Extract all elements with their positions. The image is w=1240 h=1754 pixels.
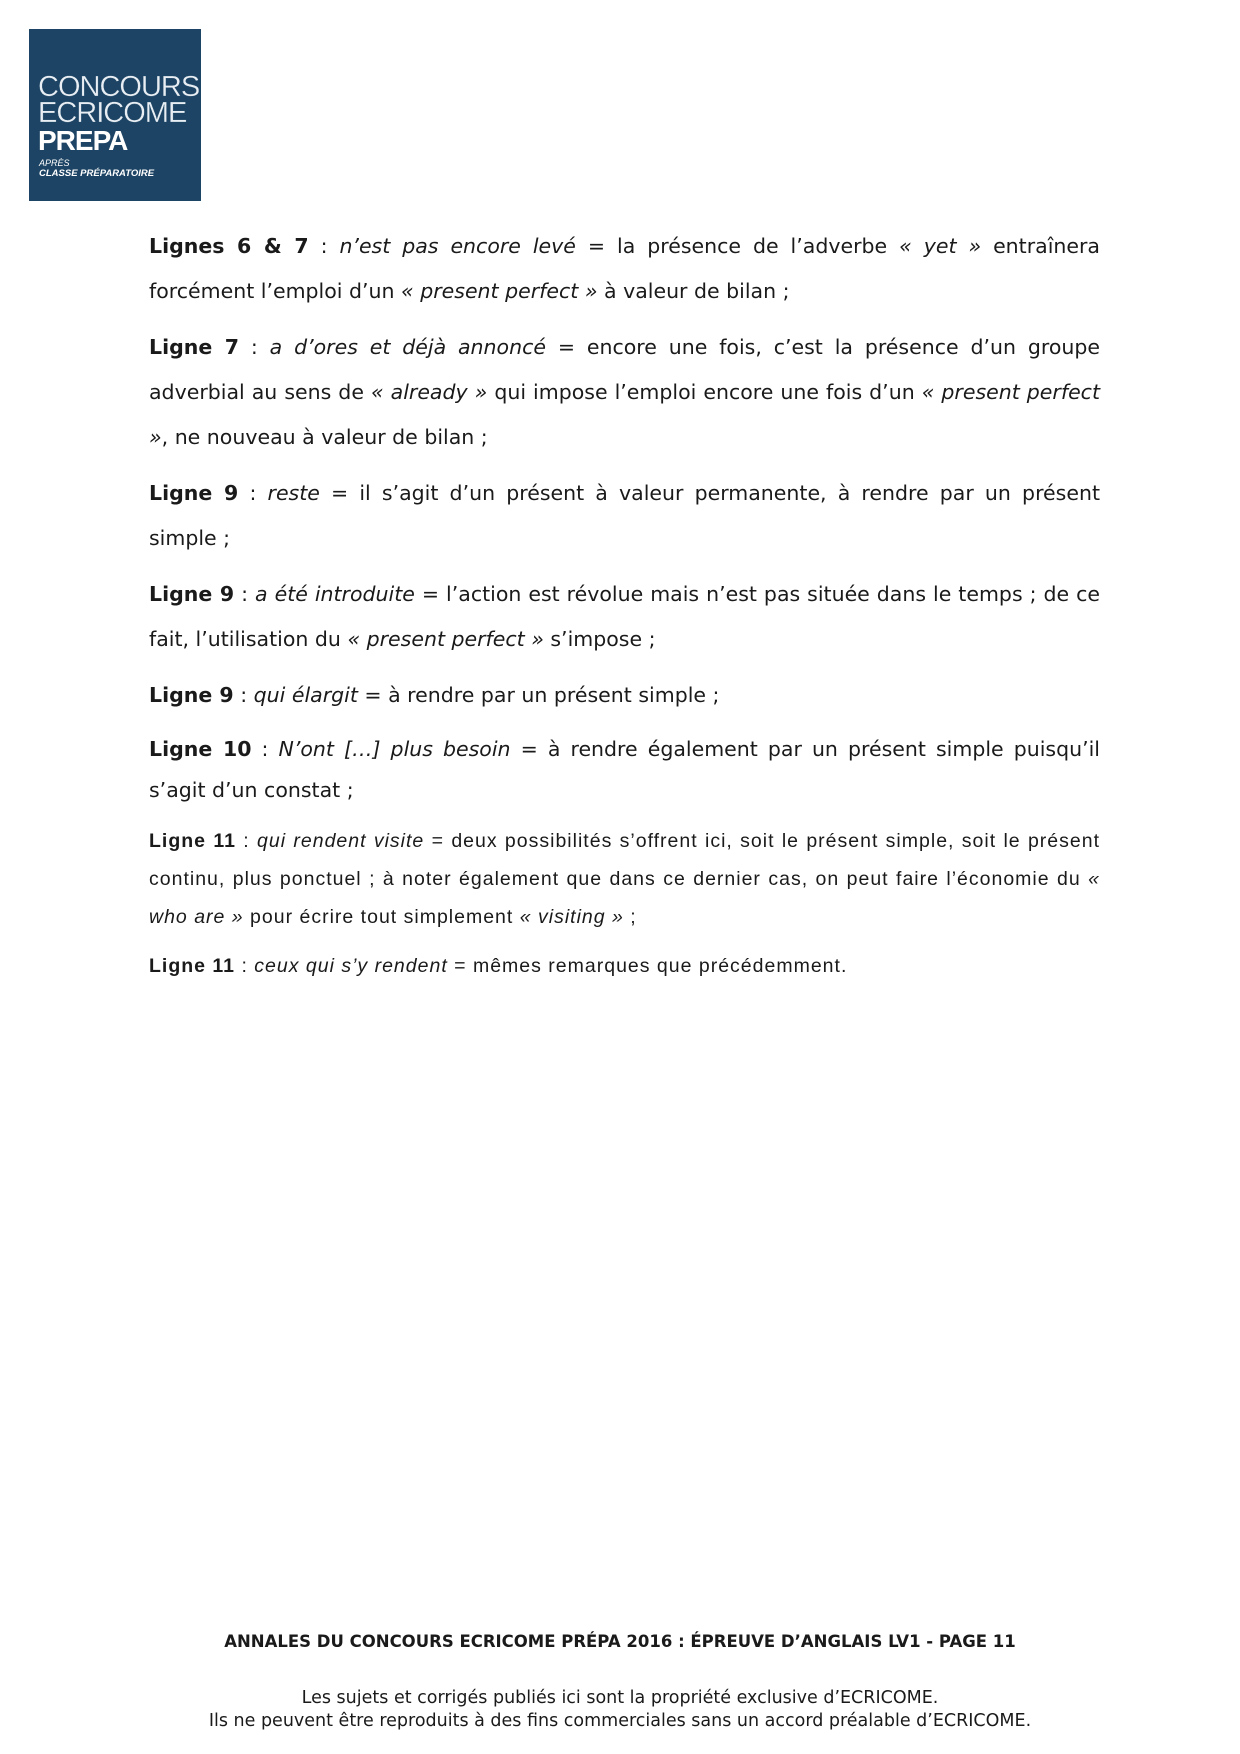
- correction-notes: [149, 224, 1100, 996]
- quoted-term: n’est pas encore levé: [339, 234, 576, 258]
- note-paragraph: [149, 572, 1100, 662]
- explanation-text: = l’action est révolue mais n’est pas située dans le temps ; de ce fait, l’utilisation du: [149, 582, 1100, 651]
- logo-line-classe-preparatoire: CLASSE PRÉPARATOIRE: [39, 168, 155, 179]
- quoted-term: a été introduite: [255, 582, 415, 606]
- separator: :: [238, 481, 268, 505]
- line-reference: Ligne 11: [149, 830, 236, 852]
- quoted-term: « visiting »: [519, 906, 624, 928]
- separator: :: [233, 683, 254, 707]
- copyright-notice-line: Les sujets et corrigés publiés ici sont la propriété exclusive d’ECRICOME.: [301, 1688, 939, 1708]
- explanation-text: = deux possibilités s’offrent ici, soit le présent simple, soit le présent continu, plus ponctuel ; à noter également que dans ce dernier cas, on peut faire l’économie du: [149, 830, 1100, 890]
- explanation-text: qui impose l’emploi encore une fois d’un: [487, 380, 922, 404]
- quoted-term: a d’ores et déjà annoncé: [269, 335, 546, 359]
- separator: :: [308, 234, 340, 258]
- logo-line-prepa: PREPA: [38, 125, 128, 156]
- explanation-text: = il s’agit d’un présent à valeur permanente, à rendre par un présent simple ;: [149, 481, 1100, 550]
- note-paragraph: [149, 822, 1100, 936]
- explanation-text: s’impose ;: [543, 627, 656, 651]
- separator: :: [235, 955, 255, 977]
- separator: :: [251, 737, 279, 761]
- quoted-term: reste: [267, 481, 320, 505]
- line-reference: Ligne 9: [149, 481, 239, 505]
- explanation-text: pour écrire tout simplement: [243, 906, 520, 928]
- quoted-term: qui rendent visite: [257, 830, 425, 852]
- line-reference: Ligne 11: [149, 955, 236, 977]
- explanation-text: = à rendre par un présent simple ;: [357, 683, 720, 707]
- logo-line-ecricome: ECRICOME: [38, 97, 187, 129]
- logo-line-apres: APRÈS: [39, 158, 70, 168]
- copyright-notice-line: Ils ne peuvent être reproduits à des fins commerciales sans un accord préalable d’ECRICOME.: [208, 1711, 1032, 1731]
- logo-line-concours: CONCOURS: [38, 71, 200, 103]
- quoted-term: « yet »: [899, 234, 982, 258]
- quoted-term: « who are »: [149, 868, 1100, 928]
- quoted-term: « present perfect »: [401, 279, 598, 303]
- note-paragraph: [149, 224, 1100, 314]
- explanation-text: = mêmes remarques que précédemment.: [447, 955, 848, 977]
- note-paragraph: [149, 673, 1100, 718]
- copyright-notice: [0, 1687, 1240, 1733]
- note-paragraph: [149, 325, 1100, 460]
- quoted-term: « already »: [370, 380, 488, 404]
- page-footer-title: ANNALES DU CONCOURS ECRICOME PRÉPA 2016 : ÉPREUVE D’ANGLAIS LV1 - PAGE 11: [224, 1632, 1016, 1651]
- explanation-text: entraînera forcément l’emploi d’un: [149, 234, 1100, 303]
- line-reference: Ligne 9: [149, 683, 234, 707]
- line-reference: Ligne 9: [149, 582, 235, 606]
- explanation-text: à valeur de bilan ;: [597, 279, 790, 303]
- separator: :: [235, 830, 258, 852]
- note-paragraph: [149, 947, 1100, 985]
- explanation-text: ;: [623, 906, 637, 928]
- line-reference: Ligne 7: [149, 335, 240, 359]
- line-reference: Ligne 10: [149, 737, 252, 761]
- explanation-text: , ne nouveau à valeur de bilan ;: [161, 425, 488, 449]
- quoted-term: N’ont […] plus besoin: [278, 737, 511, 761]
- separator: :: [239, 335, 270, 359]
- note-paragraph: [149, 471, 1100, 561]
- separator: :: [234, 582, 256, 606]
- quoted-term: « present perfect »: [149, 380, 1100, 449]
- explanation-text: = à rendre également par un présent simple puisqu’il s’agit d’un constat ;: [149, 737, 1100, 802]
- explanation-text: = la présence de l’adverbe: [575, 234, 900, 258]
- quoted-term: ceux qui s’y rendent: [254, 955, 448, 977]
- note-paragraph: [149, 729, 1100, 811]
- explanation-text: = encore une fois, c’est la présence d’un groupe adverbial au sens de: [149, 335, 1100, 404]
- line-reference: Lignes 6 & 7: [149, 234, 309, 258]
- ecricome-logo: [29, 29, 201, 201]
- quoted-term: qui élargit: [253, 683, 358, 707]
- quoted-term: « present perfect »: [347, 627, 544, 651]
